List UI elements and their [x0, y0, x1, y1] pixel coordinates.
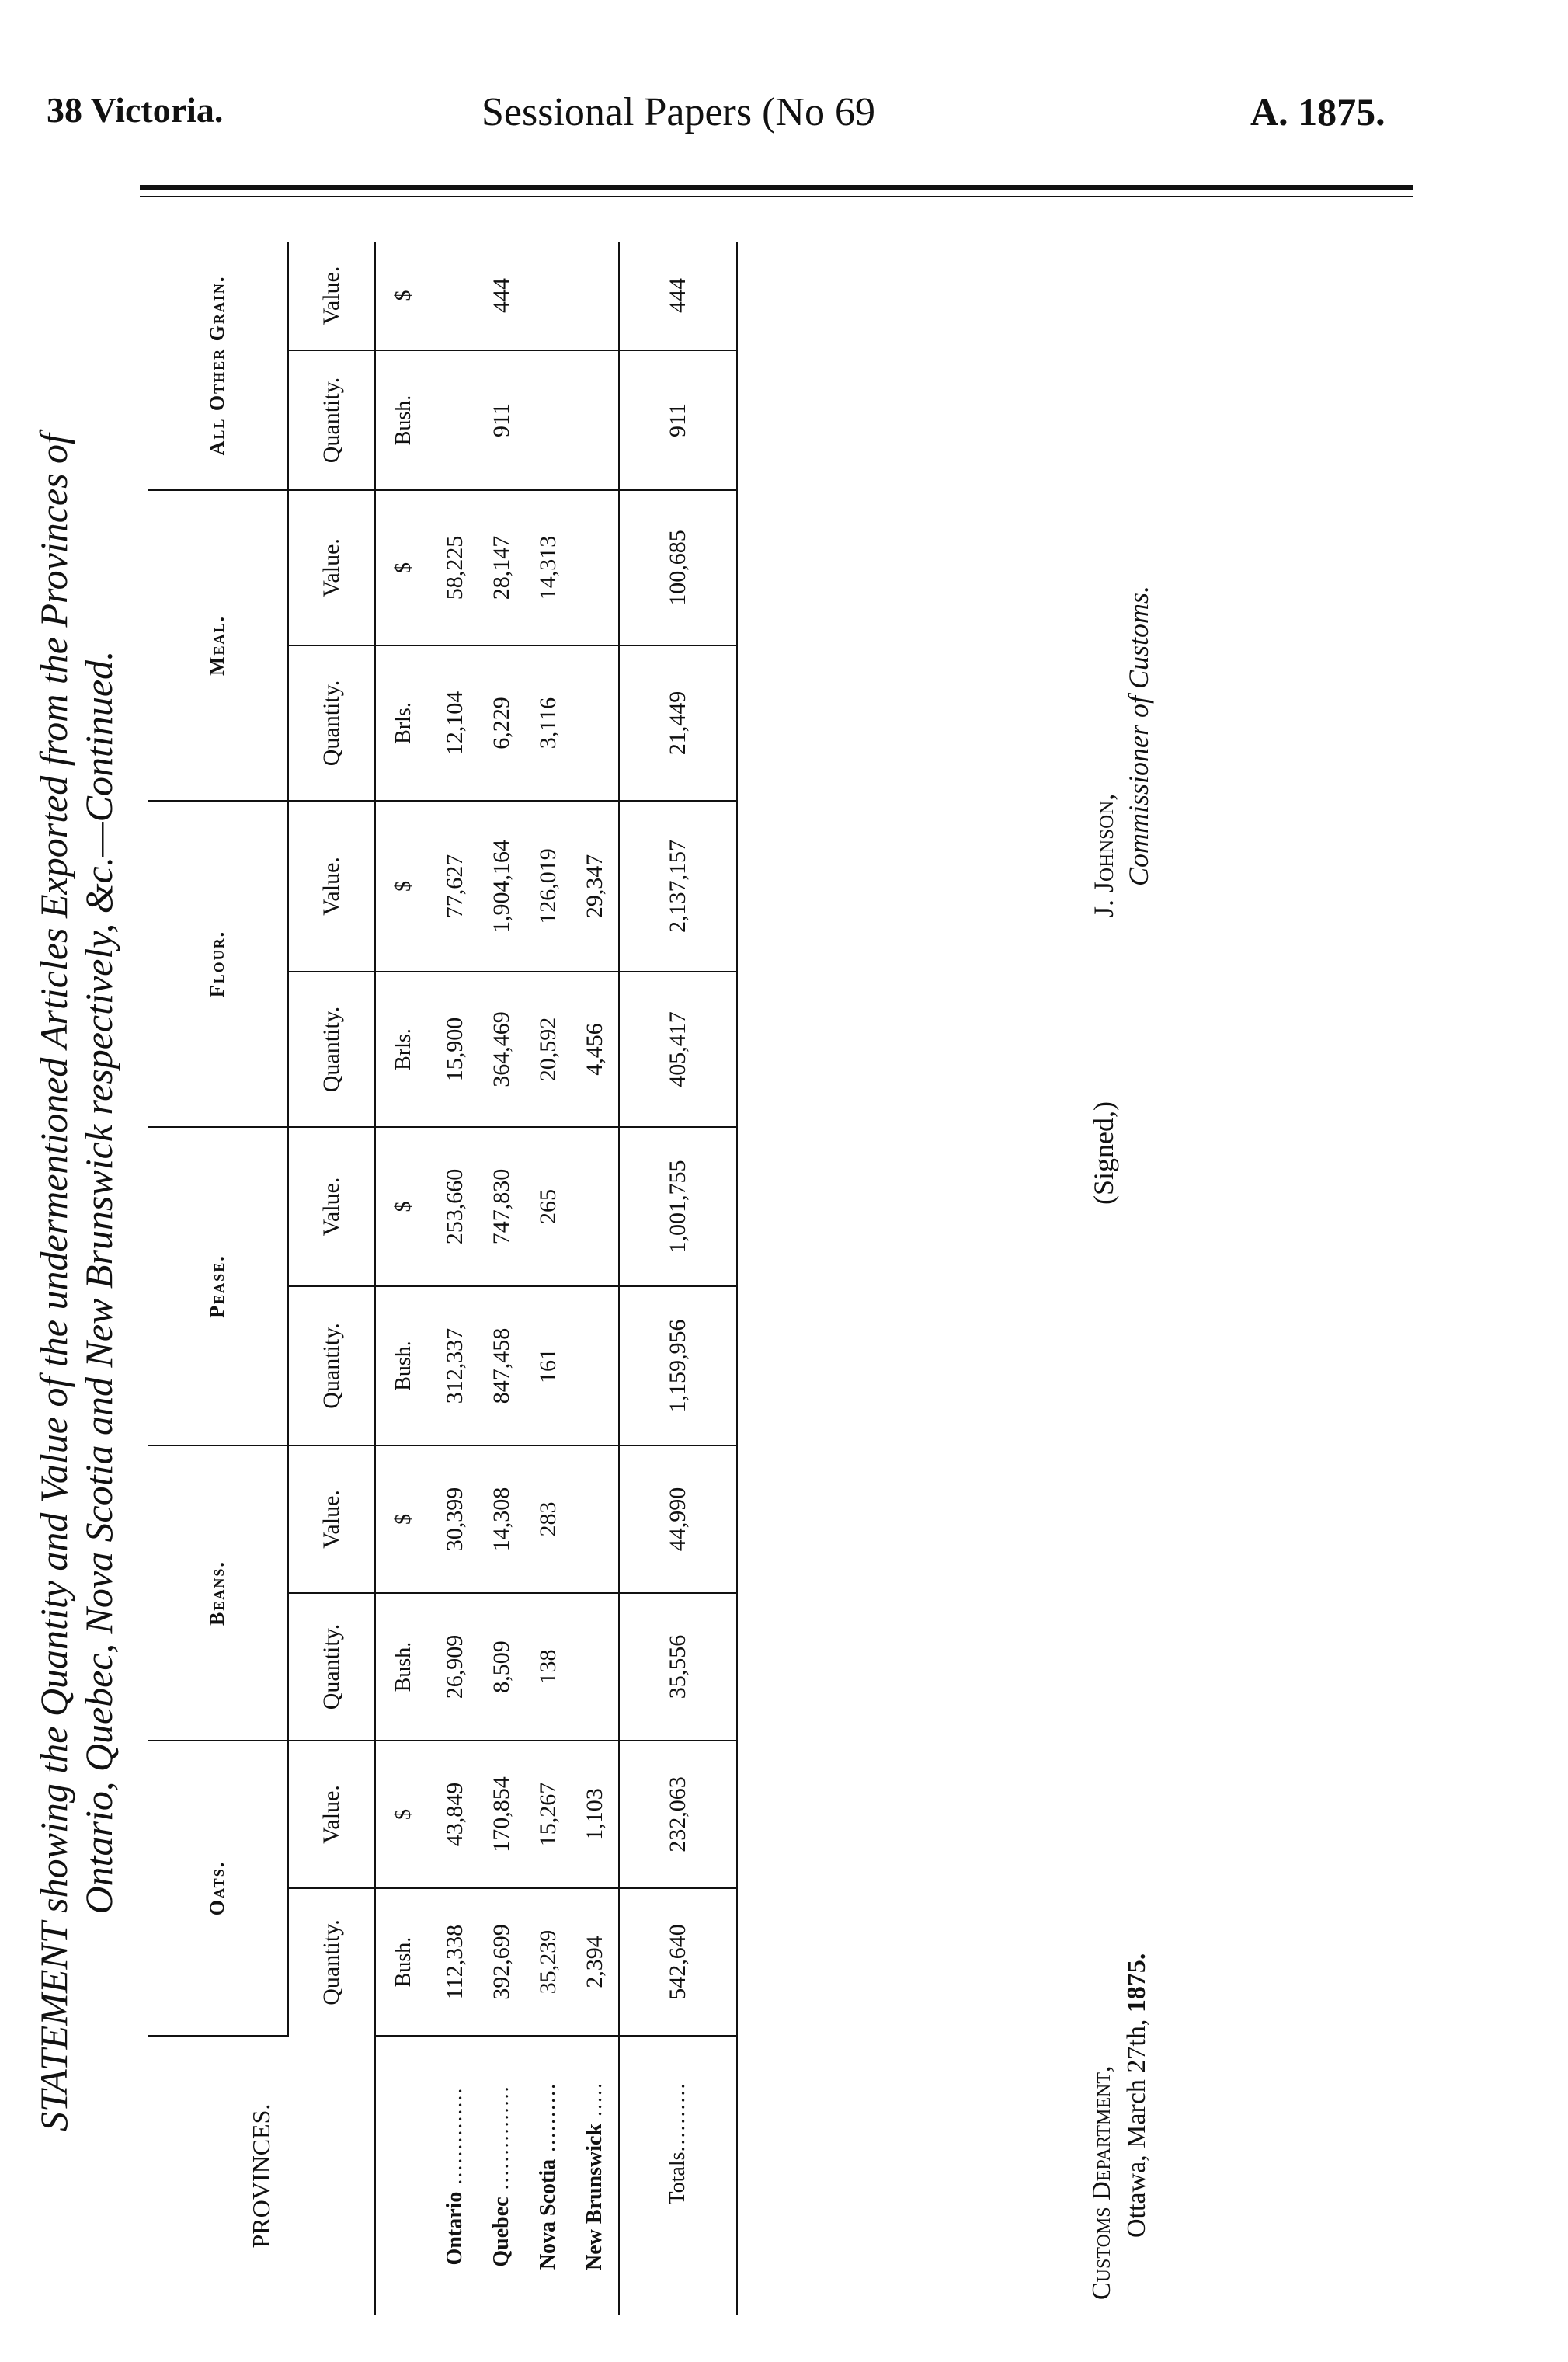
- table-cell: [572, 350, 619, 490]
- table-cell: 312,337: [432, 1286, 478, 1445]
- table-cell: 4,456: [572, 972, 619, 1127]
- table-cell: 15,900: [432, 972, 478, 1127]
- unit-cell: $: [375, 490, 432, 645]
- total-cell: 35,556: [619, 1593, 737, 1741]
- table-row: Quebec ............... 392,699 170,854 8,509 14,308 847,458 747,830 364,469 1,904,164 6,229 28,147 911 444: [478, 242, 525, 2315]
- unit-cell: Bush.: [375, 350, 432, 490]
- table-cell: 1,103: [572, 1741, 619, 1888]
- group-pease: Pease.: [148, 1127, 288, 1445]
- table-cell: 14,308: [478, 1445, 525, 1593]
- province-name: Quebec: [489, 2197, 513, 2267]
- table-cell: [525, 350, 572, 490]
- total-cell: 1,001,755: [619, 1127, 737, 1286]
- table-cell: 364,469: [478, 972, 525, 1127]
- table-cell: [572, 490, 619, 645]
- total-cell: 1,159,956: [619, 1286, 737, 1445]
- table-row: Ontario .............. 112,338 43,849 26,909 30,399 312,337 253,660 15,900 77,627 12,104 58,225: [432, 242, 478, 2315]
- sub-quantity: Quantity.: [288, 350, 375, 490]
- export-table: [148, 242, 738, 2315]
- table-cell: [572, 645, 619, 801]
- table-cell: 747,830: [478, 1127, 525, 1286]
- unit-cell: Bush.: [375, 1286, 432, 1445]
- table-cell: 2,394: [572, 1888, 619, 2036]
- table-cell: 911: [478, 350, 525, 490]
- table-cell: [432, 242, 478, 350]
- total-cell: 44,990: [619, 1445, 737, 1593]
- sub-quantity: Quantity.: [288, 972, 375, 1127]
- sub-quantity: Quantity.: [288, 1888, 375, 2036]
- unit-cell: $: [375, 1445, 432, 1593]
- totals-row: Totals.......... 542,640 232,063 35,556 44,990 1,159,956 1,001,755 405,417 2,137,157 21,449 100,685 911 444: [619, 242, 737, 2315]
- table-cell: [572, 1445, 619, 1593]
- signer-title: Commissioner of Customs.: [1123, 585, 1154, 886]
- unit-cell: Brls.: [375, 972, 432, 1127]
- signer-name: J. Johnson,: [1088, 793, 1119, 917]
- sub-value: Value.: [288, 242, 375, 350]
- table-cell: 265: [525, 1127, 572, 1286]
- location-date: Ottawa, March 27th,: [1122, 2019, 1151, 2238]
- unit-cell: $: [375, 1741, 432, 1888]
- signed-label: (Signed,): [1088, 1101, 1119, 1205]
- units-row: [375, 242, 432, 2315]
- total-cell: 100,685: [619, 490, 737, 645]
- sub-value: Value.: [288, 801, 375, 972]
- table-cell: [525, 242, 572, 350]
- province-name: Nova Scotia: [536, 2158, 560, 2270]
- table-cell: 29,347: [572, 801, 619, 972]
- page-header: [0, 0, 1568, 179]
- table-cell: 283: [525, 1445, 572, 1593]
- unit-cell: Bush.: [375, 1888, 432, 2036]
- table-cell: 28,147: [478, 490, 525, 645]
- unit-cell: Bush.: [375, 1593, 432, 1741]
- total-cell: 911: [619, 350, 737, 490]
- table-cell: 15,267: [525, 1741, 572, 1888]
- table-cell: 26,909: [432, 1593, 478, 1741]
- sub-quantity: Quantity.: [288, 645, 375, 801]
- table-cell: 170,854: [478, 1741, 525, 1888]
- table-cell: [572, 242, 619, 350]
- table-cell: 253,660: [432, 1127, 478, 1286]
- sub-quantity: Quantity.: [288, 1593, 375, 1741]
- sub-value: Value.: [288, 490, 375, 645]
- table-cell: 8,509: [478, 1593, 525, 1741]
- statement-title: [31, 218, 121, 2346]
- group-flour: Flour.: [148, 801, 288, 1127]
- table-row: Nova Scotia .......... 35,239 15,267 138 283 161 265 20,592 126,019 3,116 14,313: [525, 242, 572, 2315]
- table-cell: 444: [478, 242, 525, 350]
- table-cell: 392,699: [478, 1888, 525, 2036]
- unit-cell: $: [375, 242, 432, 350]
- table-cell: 58,225: [432, 490, 478, 645]
- title-line-2: Ontario, Quebec, Nova Scotia and New Brunswick respectively, &c.—Continued.: [77, 650, 120, 1915]
- group-meal: Meal.: [148, 490, 288, 801]
- table-cell: 112,338: [432, 1888, 478, 2036]
- group-other-grain: All Other Grain.: [148, 242, 288, 490]
- total-cell: 2,137,157: [619, 801, 737, 972]
- table-cell: 43,849: [432, 1741, 478, 1888]
- department-location: [1122, 1953, 1152, 2238]
- location-year: 1875.: [1122, 1953, 1151, 2013]
- provinces-header: PROVINCES.: [148, 2036, 375, 2315]
- total-cell: 21,449: [619, 645, 737, 801]
- table-cell: [572, 1593, 619, 1741]
- table-cell: 35,239: [525, 1888, 572, 2036]
- table-cell: 20,592: [525, 972, 572, 1127]
- unit-cell: Brls.: [375, 645, 432, 801]
- table-cell: 1,904,164: [478, 801, 525, 972]
- sub-quantity: Quantity.: [288, 1286, 375, 1445]
- header-year: A. 1875.: [1250, 90, 1385, 134]
- total-cell: 542,640: [619, 1888, 737, 2036]
- table-cell: [572, 1286, 619, 1445]
- sub-value: Value.: [288, 1127, 375, 1286]
- table-cell: 161: [525, 1286, 572, 1445]
- table-cell: 126,019: [525, 801, 572, 972]
- group-beans: Beans.: [148, 1445, 288, 1741]
- unit-cell: $: [375, 1127, 432, 1286]
- province-name: Ontario: [443, 2191, 467, 2266]
- table-cell: 77,627: [432, 801, 478, 972]
- table-cell: [572, 1127, 619, 1286]
- table-cell: 30,399: [432, 1445, 478, 1593]
- table-cell: 847,458: [478, 1286, 525, 1445]
- unit-cell: $: [375, 801, 432, 972]
- sub-value: Value.: [288, 1445, 375, 1593]
- table-row: New Brunswick ..... 2,394 1,103 4,456 29,347: [572, 242, 619, 2315]
- table-cell: [432, 350, 478, 490]
- table-cell: 138: [525, 1593, 572, 1741]
- header-session: 38 Victoria.: [47, 90, 224, 130]
- table-cell: 3,116: [525, 645, 572, 801]
- title-line-1: STATEMENT showing the Quantity and Value of the undermentioned Articles Exported from the Provinces of: [32, 433, 75, 2131]
- province-name: New Brunswick: [582, 2124, 607, 2271]
- department-name: Customs Department,: [1087, 2065, 1116, 2300]
- table-cell: 12,104: [432, 645, 478, 801]
- header-sessional-papers: Sessional Papers (No 69: [482, 90, 875, 134]
- sub-value: Value.: [288, 1741, 375, 1888]
- totals-label: Totals: [666, 2152, 690, 2205]
- total-cell: 405,417: [619, 972, 737, 1127]
- table-cell: 14,313: [525, 490, 572, 645]
- group-oats: Oats.: [148, 1741, 288, 2036]
- rotated-statement: [0, 187, 1476, 2362]
- total-cell: 232,063: [619, 1741, 737, 1888]
- table-cell: 6,229: [478, 645, 525, 801]
- total-cell: 444: [619, 242, 737, 350]
